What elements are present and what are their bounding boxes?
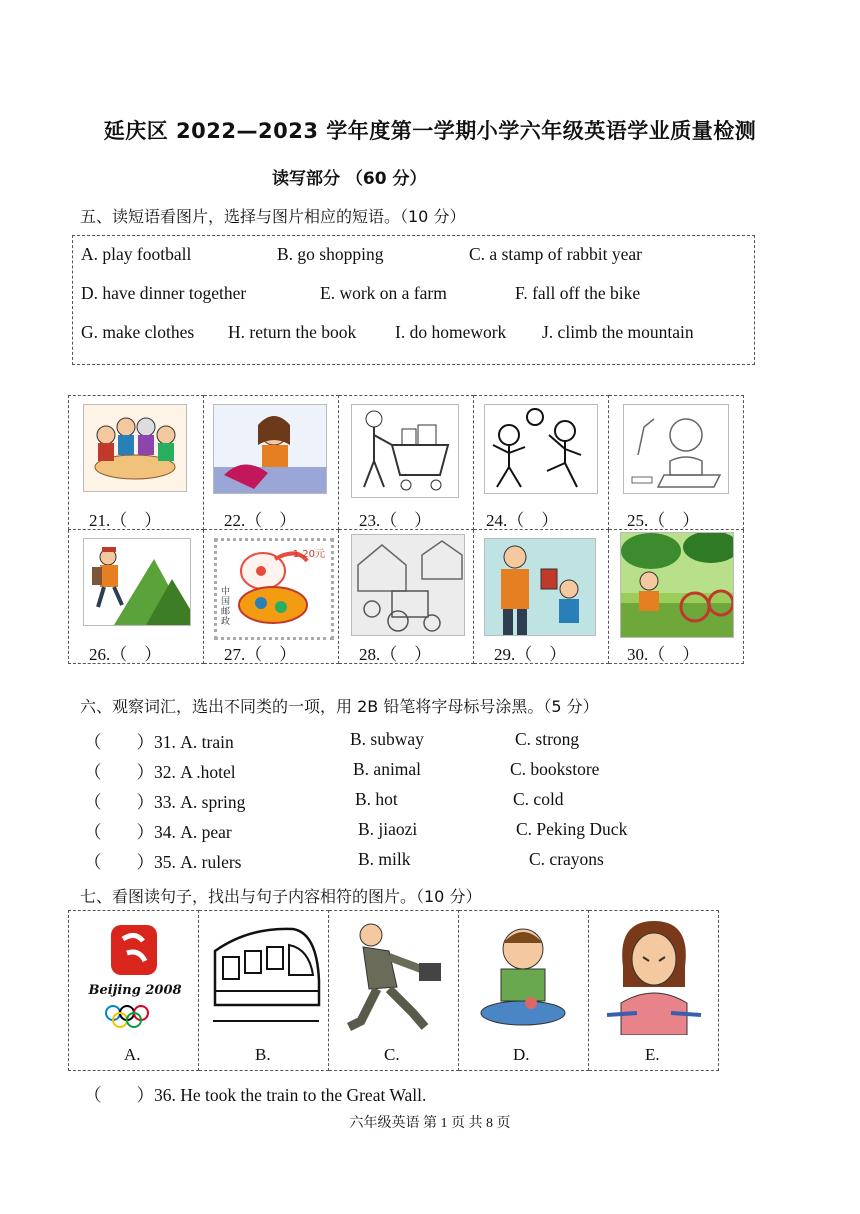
question-36[interactable]: （ ）36. He took the train to the Great Wall. — [84, 1085, 427, 1105]
picture-cell-a — [69, 911, 199, 1071]
section-subtitle: 读写部分 （60 分） — [272, 169, 427, 189]
item-label-26: 26.（ ） — [89, 645, 162, 664]
train-picture — [209, 921, 321, 1025]
option-j: J. climb the mountain — [542, 322, 694, 342]
picture-cell-24 — [474, 396, 609, 530]
farm-picture — [351, 534, 465, 636]
choice-33-b[interactable]: B. hot — [355, 789, 398, 809]
picture-label-d: D. — [513, 1045, 530, 1064]
choice-35-c[interactable]: C. crayons — [529, 849, 604, 869]
picture-cell-26 — [69, 530, 204, 664]
logo-text: Beijing 2008 — [88, 983, 182, 998]
choice-34-c[interactable]: C. Peking Duck — [516, 819, 628, 839]
picture-cell-22 — [204, 396, 339, 530]
option-h: H. return the book — [228, 322, 357, 342]
picture-label-b: B. — [255, 1045, 271, 1064]
dinner-picture — [83, 404, 187, 492]
late-man-picture — [341, 917, 449, 1035]
item-label-21: 21.（ ） — [89, 511, 162, 530]
stamp-value: 1.20元 — [292, 549, 325, 560]
picture-cell-27 — [204, 530, 339, 664]
option-i: I. do homework — [395, 322, 507, 342]
picture-cell-d — [459, 911, 589, 1071]
section7-heading: 七、看图读句子，找出与句子内容相符的图片。（10 分） — [80, 887, 482, 906]
item-label-22: 22.（ ） — [224, 511, 297, 530]
choice-35-b[interactable]: B. milk — [358, 849, 411, 869]
question-34[interactable]: （ ）34. A. pear — [84, 822, 232, 842]
fall-off-bike-picture — [620, 532, 734, 638]
picture-label-a: A. — [124, 1045, 141, 1064]
homework-picture — [623, 404, 729, 494]
item-label-28: 28.（ ） — [359, 645, 432, 664]
stamp-country: 中国邮政 — [221, 587, 231, 627]
hurt-knee-picture — [469, 921, 579, 1029]
picture-cell-25 — [609, 396, 744, 530]
make-clothes-picture — [213, 404, 327, 494]
page-title: 延庆区 2022—2023 学年度第一学期小学六年级英语学业质量检测 — [103, 119, 757, 143]
item-label-30: 30.（ ） — [627, 645, 700, 664]
picture-cell-29 — [474, 530, 609, 664]
question-31[interactable]: （ ）31. A. train — [84, 732, 234, 752]
return-book-picture — [484, 538, 596, 636]
item-label-29: 29.（ ） — [494, 645, 567, 664]
picture-cell-28 — [339, 530, 474, 664]
item-label-25: 25.（ ） — [627, 511, 700, 530]
question-35[interactable]: （ ）35. A. rulers — [84, 852, 242, 872]
choice-34-b[interactable]: B. jiaozi — [358, 819, 418, 839]
option-d: D. have dinner together — [81, 283, 247, 303]
question-32[interactable]: （ ）32. A .hotel — [84, 762, 236, 782]
climb-mountain-picture — [83, 538, 191, 626]
choice-32-b[interactable]: B. animal — [353, 759, 422, 779]
beijing-2008-logo — [83, 919, 185, 1031]
page-footer: 六年级英语 第 1 页 共 8 页 — [349, 1116, 511, 1131]
options-box — [72, 235, 755, 365]
option-a: A. play football — [81, 244, 192, 264]
option-c: C. a stamp of rabbit year — [469, 244, 643, 264]
picture-label-c: C. — [384, 1045, 400, 1064]
picture-cell-30 — [609, 530, 744, 664]
option-e: E. work on a farm — [320, 283, 447, 303]
stomachache-picture — [597, 917, 711, 1035]
item-label-24: 24.（ ） — [486, 511, 559, 530]
item-label-23: 23.（ ） — [359, 511, 432, 530]
choice-33-c[interactable]: C. cold — [513, 789, 564, 809]
football-picture — [484, 404, 598, 494]
option-f: F. fall off the bike — [515, 283, 641, 303]
rabbit-stamp-picture — [214, 538, 334, 640]
picture-cell-e — [589, 911, 719, 1071]
picture-cell-23 — [339, 396, 474, 530]
sentence-picture-grid — [68, 910, 719, 1071]
picture-cell-c — [329, 911, 459, 1071]
picture-cell-b — [199, 911, 329, 1071]
section6-heading: 六、观察词汇，选出不同类的一项，用 2B 铅笔将字母标号涂黑。（5 分） — [80, 697, 599, 716]
picture-cell-21 — [69, 396, 204, 530]
choice-31-c[interactable]: C. strong — [515, 729, 580, 749]
picture-grid — [68, 395, 744, 664]
picture-label-e: E. — [645, 1045, 660, 1064]
section5-heading: 五、读短语看图片，选择与图片相应的短语。（10 分） — [80, 207, 466, 226]
item-label-27: 27.（ ） — [224, 645, 297, 664]
choice-32-c[interactable]: C. bookstore — [510, 759, 600, 779]
option-b: B. go shopping — [277, 244, 384, 264]
question-33[interactable]: （ ）33. A. spring — [84, 792, 246, 812]
shopping-picture — [351, 404, 459, 498]
choice-31-b[interactable]: B. subway — [350, 729, 424, 749]
option-g: G. make clothes — [81, 322, 195, 342]
